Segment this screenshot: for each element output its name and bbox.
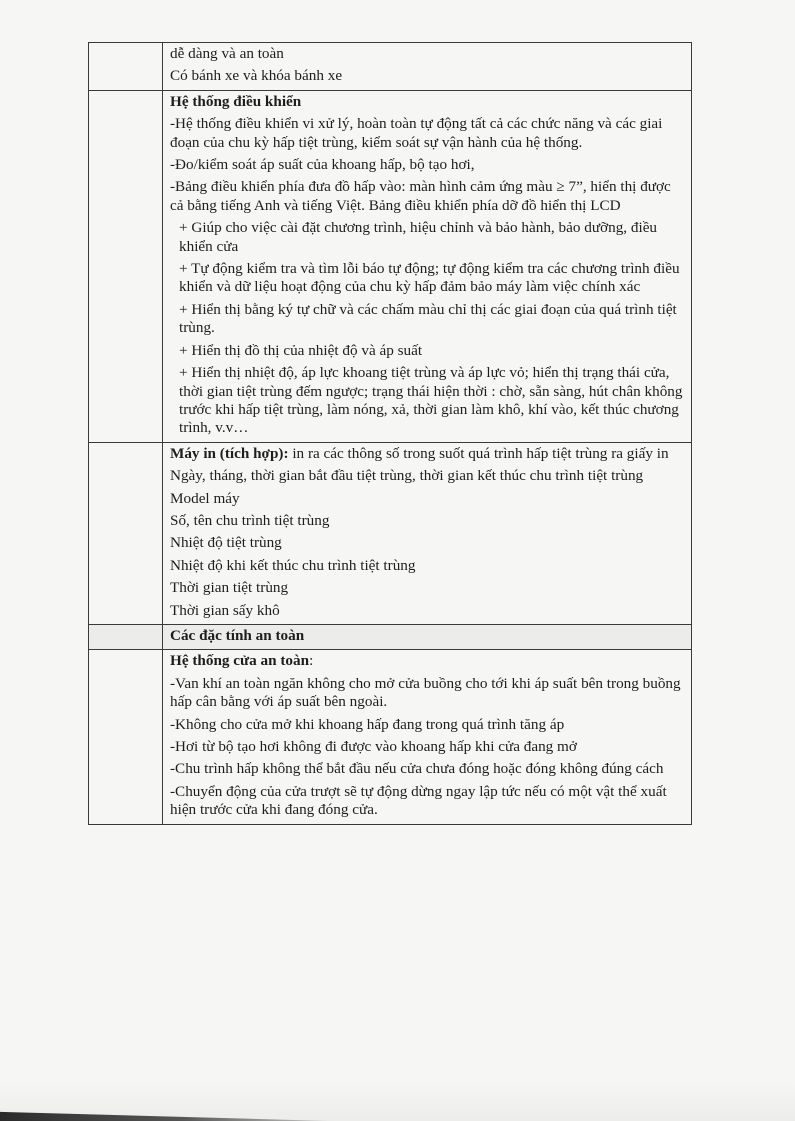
table-row: [89, 90, 692, 442]
section-heading: Hệ thống điều khiển: [170, 92, 302, 110]
section-heading: Các đặc tính an toàn: [170, 626, 305, 644]
wheels-cell: [163, 43, 692, 91]
printer-cell: [163, 442, 692, 624]
table-row: [89, 442, 692, 624]
text-line: Số, tên chu trình tiệt trùng: [170, 511, 330, 529]
text-line: dễ dàng và an toàn: [170, 45, 284, 62]
heading-colon: :: [309, 652, 314, 670]
text-line: Model máy: [170, 489, 240, 507]
text-line: Ngày, tháng, thời gian bắt đầu tiệt trùng, thời gian kết thúc chu trình tiệt trùng: [170, 467, 644, 485]
index-cell: [89, 90, 163, 442]
text-line: + Hiển thị nhiệt độ, áp lực khoang tiệt trùng và áp lực vỏ; hiển thị trạng thái cửa, thời gian tiệt trùng đếm ngược; trạng thái hiện thời : chờ, sẵn sàng, hút chân không trước khi hấp tiệt trùng, làm nóng, xả, thời gian làm khô, khí vào, kết thúc chương trình, v.v…: [179, 364, 683, 437]
text-line: Có bánh xe và khóa bánh xe: [170, 67, 343, 85]
printer-intro: [170, 445, 685, 463]
text-line: -Không cho cửa mở khi khoang hấp đang trong quá trình tăng áp: [170, 715, 565, 733]
table-row: [89, 650, 692, 824]
table-row: [89, 43, 692, 91]
text-line: Nhiệt độ tiệt trùng: [170, 534, 282, 552]
section-heading: Hệ thống cửa an toàn: [170, 652, 310, 670]
index-cell: [89, 650, 163, 824]
text-line: Nhiệt độ khi kết thúc chu trình tiệt trùng: [170, 556, 416, 574]
index-cell: [89, 442, 163, 624]
section-heading: Máy in (tích hợp):: [170, 444, 289, 462]
index-cell: [89, 43, 163, 91]
text-line: -Van khí an toàn ngăn không cho mở cửa buồng cho tới khi áp suất bên trong buồng hấp cân bằng với áp suất bên ngoài.: [170, 674, 681, 711]
safety-header-cell: [163, 624, 692, 649]
spec-table: [88, 42, 692, 825]
text-line: + Tự động kiểm tra và tìm lỗi báo tự động; tự động kiểm tra các chương trình điều khiển và dữ liệu hoạt động của chu kỳ hấp đảm bảo máy làm việc chính xác: [179, 260, 680, 296]
door-safety-cell: [163, 650, 692, 824]
control-system-cell: [163, 90, 692, 442]
text-line: Thời gian sấy khô: [170, 601, 280, 619]
text-line: Thời gian tiệt trùng: [170, 579, 289, 597]
index-cell: [89, 624, 163, 649]
text-line: -Hơi từ bộ tạo hơi không đi được vào khoang hấp khi cửa đang mở: [170, 738, 577, 755]
table-row: [89, 624, 692, 649]
printer-intro-text: in ra các thông số trong suốt quá trình hấp tiệt trùng ra giấy in: [288, 444, 669, 462]
text-line: -Chuyển động của cửa trượt sẽ tự động dừng ngay lập tức nếu có một vật thể xuất hiện trước cửa khi đang đóng cửa.: [170, 782, 667, 819]
page-shadow: [0, 1081, 795, 1121]
text-line: -Hệ thống điều khiển vi xử lý, hoàn toàn tự động tất cả các chức năng và các giai đoạn của chu kỳ hấp tiệt trùng, kiểm soát sự vận hành của hệ thống.: [170, 115, 663, 151]
text-line: -Đo/kiểm soát áp suất của khoang hấp, bộ tạo hơi,: [170, 156, 475, 174]
text-line: -Bảng điều khiển phía đưa đồ hấp vào: màn hình cảm ứng màu ≥ 7”, hiển thị được cả bằng tiếng Anh và tiếng Việt. Bảng điều khiển phía dỡ đồ hiển thị LCD: [170, 178, 671, 214]
text-line: + Hiển thị bằng ký tự chữ và các chấm màu chỉ thị các giai đoạn của quá trình tiệt trùng.: [179, 300, 677, 337]
text-line: + Giúp cho việc cài đặt chương trình, hiệu chỉnh và bảo hành, bảo dưỡng, điều khiển cửa: [179, 219, 658, 255]
door-heading-line: [170, 652, 685, 670]
text-line: -Chu trình hấp không thể bắt đầu nếu cửa chưa đóng hoặc đóng không đúng cách: [170, 760, 664, 778]
text-line: + Hiển thị đồ thị của nhiệt độ và áp suất: [179, 341, 423, 359]
